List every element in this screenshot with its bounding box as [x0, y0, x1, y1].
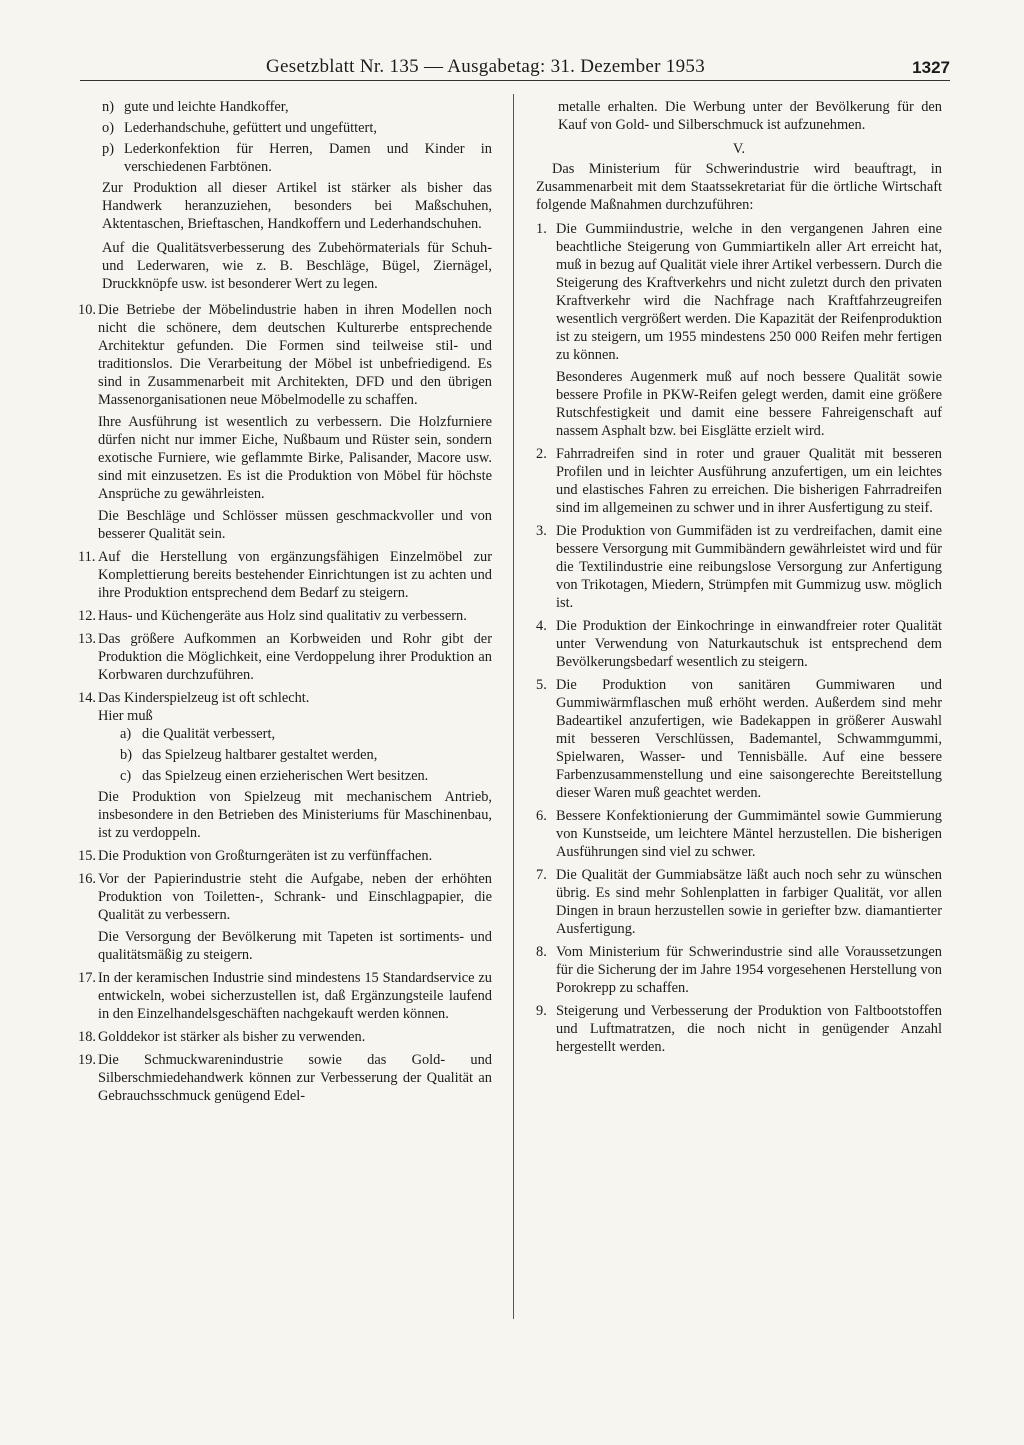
numbered-item-3: 3. Die Produktion von Gummifäden ist zu verdreifachen, damit eine bessere Versorgung mit Gummibändern gewährleistet wird und für die Textilindustrie eine reibungslose Versorgung zur Anfertigung von Trikotagen, Miedern, Strümpfen mit Gummizug usw. möglich ist. — [536, 523, 942, 611]
header-title: Gesetzblatt Nr. 135 — Ausgabetag: 31. Dezember 1953 — [266, 56, 705, 77]
list-item: o) Lederhandschuhe, gefüttert und ungefüttert, — [102, 120, 377, 136]
section-heading: V. — [732, 141, 746, 157]
numbered-item-14: 14. Das Kinderspielzeug ist oft schlecht. Hier muß a) die Qualität verbessert, b) das Spielzeug haltbarer gestaltet werden, c) das Spielzeug einen erzieherischen Wert besitzen. Die Produktion von Spielzeug mit mechanischem Antrieb, insbesondere in den Betrieben des Ministeriums für Maschinenbau, ist zu verdoppeln. — [78, 690, 492, 841]
list-item: p) Lederkonfektion für Herren, Damen und Kinder in verschiedenen Farbtönen. — [102, 141, 492, 175]
paragraph: Vor der Papierindustrie steht die Aufgabe, neben der erhöhten Produktion von Toiletten-, Schrank- und Einschlagpapier, die Qualität zu verbessern. — [98, 871, 492, 923]
numbered-item-12: 12. Haus- und Küchengeräte aus Holz sind qualitativ zu verbessern. — [78, 608, 467, 624]
paragraph: Die Beschläge und Schlösser müssen geschmackvoller und von besserer Qualität sein. — [98, 508, 492, 542]
numbered-item-1: 1. Die Gummiindustrie, welche in den vergangenen Jahren eine beachtliche Steigerung von Gummiartikeln aller Art erreicht hat, muß in bezug auf Qualität viele ihrer Artikel verbessern. Durch die Steigerung des Kraftverkehrs und nicht zuletzt durch den privaten Kraftverkehr wird die Nachfrage nach Kraftfahrzeugreifen wesentlich vergrößert werden. Die Kapazität der Reifenproduktion ist zu steigern, um 1955 mindestens 250 000 Reifen mehr fertigen zu können. Besonderes Augenmerk muß auf noch bessere Qualität sowie bessere Profile in PKW-Reifen gelegt werden, damit eine größere Rutschfestigkeit und damit eine bessere Fahreigenschaft auf nassem Asphalt bzw. bei Eisglätte erzielt wird. — [536, 221, 942, 439]
paragraph: Hier muß — [98, 708, 153, 724]
list-item: b) das Spielzeug haltbarer gestaltet werden, — [120, 747, 378, 763]
numbered-item-10: 10. Die Betriebe der Möbelindustrie haben in ihren Modellen noch nicht die schönere, dem deutschen Kulturerbe entsprechende Architektur gefunden. Die Formen sind teilweise stil- und traditionslos. Die Verarbeitung der Möbel ist unbefriedigend. Es sind in Zusammenarbeit mit Architekten, DFD und den übrigen Massenorganisationen neue Möbelmodelle zu schaffen. Ihre Ausführung ist wesentlich zu verbessern. Die Holzfurniere dürfen nicht nur immer Eiche, Nußbaum und Rüster sein, sondern exotische Furniere, wie geflammte Birke, Palisander, Macore usw. sind mit einzusetzen. Es ist die Produktion von Möbel für höchste Ansprüche zu gewährleisten. Die Beschläge und Schlösser müssen geschmackvoller und von besserer Qualität sein. — [78, 302, 492, 542]
numbered-item-19: 19. Die Schmuckwarenindustrie sowie das Gold- und Silberschmiedehandwerk können zur Verbesserung der Qualität an Gebrauchsschmuck genügend Edel- — [78, 1052, 492, 1104]
header-rule — [80, 80, 950, 81]
numbered-item-16: 16. Vor der Papierindustrie steht die Aufgabe, neben der erhöhten Produktion von Toiletten-, Schrank- und Einschlagpapier, die Qualität zu verbessern. Die Versorgung der Bevölkerung mit Tapeten ist sortiments- und qualitätsmäßig zu steigern. — [78, 871, 492, 963]
numbered-item-4: 4. Die Produktion der Einkochringe in einwandfreier roter Qualität unter Verwendung von Naturkautschuk ist entsprechend dem Bevölkerungsbedarf wesentlich zu steigern. — [536, 618, 942, 670]
column-divider — [513, 94, 514, 1319]
numbered-item-13: 13. Das größere Aufkommen an Korbweiden und Rohr gibt der Produktion die Möglichkeit, eine Verdoppelung ihrer Produktion an Korbwaren durchzuführen. — [78, 631, 492, 683]
paragraph: Auf die Qualitätsverbesserung des Zubehörmaterials für Schuh- und Lederwaren, wie z. B. Beschläge, Bügel, Ziernägel, Druckknöpfe usw. ist besonderer Wert zu legen. — [102, 240, 492, 292]
numbered-item-8: 8. Vom Ministerium für Schwerindustrie sind alle Voraussetzungen für die Sicherung der im Jahre 1954 vorgesehenen Herstellung von Porokrepp zu schaffen. — [536, 944, 942, 996]
numbered-item-7: 7. Die Qualität der Gummiabsätze läßt auch noch sehr zu wünschen übrig. Es sind mehr Sohlenplatten in farbiger Qualität, vor allen Dingen in braun herzustellen sowie in geriefter bzw. diamantierter Ausfertigung. — [536, 867, 942, 937]
left-column — [78, 98, 492, 1110]
paragraph: Die Versorgung der Bevölkerung mit Tapeten ist sortiments- und qualitätsmäßig zu steigern. — [98, 929, 492, 963]
numbered-item-15: 15. Die Produktion von Großturngeräten ist zu verfünffachen. — [78, 848, 433, 864]
paragraph: Besonderes Augenmerk muß auf noch bessere Qualität sowie bessere Profile in PKW-Reifen gelegt werden, damit eine größere Rutschfestigkeit und damit eine bessere Fahreigenschaft auf nassem Asphalt bzw. bei Eisglätte erzielt wird. — [556, 369, 942, 439]
numbered-item-5: 5. Die Produktion von sanitären Gummiwaren und Gummiwärmflaschen muß erhöht werden. Außerdem sind mehr Badeartikel anzufertigen, wie Badekappen in größerer Auswahl mit besseren Verschlüssen, Bademantel, Schwammgummi, Spielwaren, Wasser- und Tennisbälle. Auf eine bessere Farbenzusammenstellung und eine saisongerechte Bereitstellung dieser Waren muß geachtet werden. — [536, 677, 942, 801]
paragraph: Zur Produktion all dieser Artikel ist stärker als bisher das Handwerk heranzuziehen, besonders bei Maßschuhen, Aktentaschen, Brieftaschen, Handkoffern und Lederhandschuhen. — [102, 180, 492, 232]
list-item: a) die Qualität verbessert, — [120, 726, 276, 742]
paragraph: Die Betriebe der Möbelindustrie haben in ihren Modellen noch nicht die schönere, dem deutschen Kulturerbe entsprechende Architektur gefunden. Die Formen sind teilweise stil- und traditionslos. Die Verarbeitung der Möbel ist unbefriedigend. Es sind in Zusammenarbeit mit Architekten, DFD und den übrigen Massenorganisationen neue Möbelmodelle zu schaffen. — [98, 302, 492, 408]
numbered-item-17: 17. In der keramischen Industrie sind mindestens 15 Standardservice zu entwickeln, wobei sicherzustellen ist, daß Ergänzungsteile laufend in den Einzelhandelsgeschäften nachgekauft werden können. — [78, 970, 492, 1022]
page-number: 1327 — [912, 58, 950, 77]
paragraph: Das Kinderspielzeug ist oft schlecht. — [98, 690, 310, 706]
list-item: n) gute und leichte Handkoffer, — [102, 99, 289, 115]
numbered-item-2: 2. Fahrradreifen sind in roter und grauer Qualität mit besseren Profilen und in leichter Ausführung anzufertigen, um ein leichtes und elastisches Fahren zu erreichen. Die bisherigen Fahrradreifen sind im allgemeinen zu schwer und in ihrer Ausfertigung zu steif. — [536, 446, 942, 516]
list-item: c) das Spielzeug einen erzieherischen Wert besitzen. — [120, 768, 429, 784]
numbered-item-9: 9. Steigerung und Verbesserung der Produktion von Faltbootstoffen und Luftmatratzen, die noch nicht in genügender Anzahl hergestellt werden. — [536, 1003, 942, 1055]
paragraph: Die Gummiindustrie, welche in den vergangenen Jahren eine beachtliche Steigerung von Gummiartikeln aller Art erreicht hat, muß in bezug auf Qualität viele ihrer Artikel verbessern. Durch die Steigerung des Kraftverkehrs und nicht zuletzt durch den privaten Kraftverkehr wird die Nachfrage nach Kraftfahrzeugreifen wesentlich vergrößert werden. Die Kapazität der Reifenproduktion ist zu steigern, um 1955 mindestens 250 000 Reifen mehr fertigen zu können. — [556, 221, 942, 363]
paragraph: Ihre Ausführung ist wesentlich zu verbessern. Die Holzfurniere dürfen nicht nur immer Eiche, Nußbaum und Rüster sein, sondern exotische Furniere, wie geflammte Birke, Palisander, Macore usw. sind mit einzusetzen. Es ist die Produktion von Möbel für höchste Ansprüche zu gewährleisten. — [98, 414, 492, 502]
paragraph: metalle erhalten. Die Werbung unter der Bevölkerung für den Kauf von Gold- und Silberschmuck ist aufzunehmen. — [558, 99, 942, 133]
page-header — [80, 52, 950, 82]
numbered-item-11: 11. Auf die Herstellung von ergänzungsfähigen Einzelmöbel zur Komplettierung bereits bestehender Einrichtungen ist zu achten und ihre Produktion entsprechend dem Bedarf zu steigern. — [78, 549, 492, 601]
numbered-item-18: 18. Golddekor ist stärker als bisher zu verwenden. — [78, 1029, 366, 1045]
paragraph: Das Ministerium für Schwerindustrie wird beauftragt, in Zusammenarbeit mit dem Staatssekretariat für die örtliche Wirtschaft folgende Maßnahmen durchzuführen: — [536, 161, 942, 213]
right-column — [536, 98, 942, 1061]
paragraph: Die Produktion von Spielzeug mit mechanischem Antrieb, insbesondere in den Betrieben des Ministeriums für Maschinenbau, ist zu verdoppeln. — [98, 789, 492, 841]
numbered-item-6: 6. Bessere Konfektionierung der Gummimäntel sowie Gummierung von Kunstseide, um leichtere Mäntel herzustellen. Die bisherigen Ausführungen sind viel zu schwer. — [536, 808, 942, 860]
